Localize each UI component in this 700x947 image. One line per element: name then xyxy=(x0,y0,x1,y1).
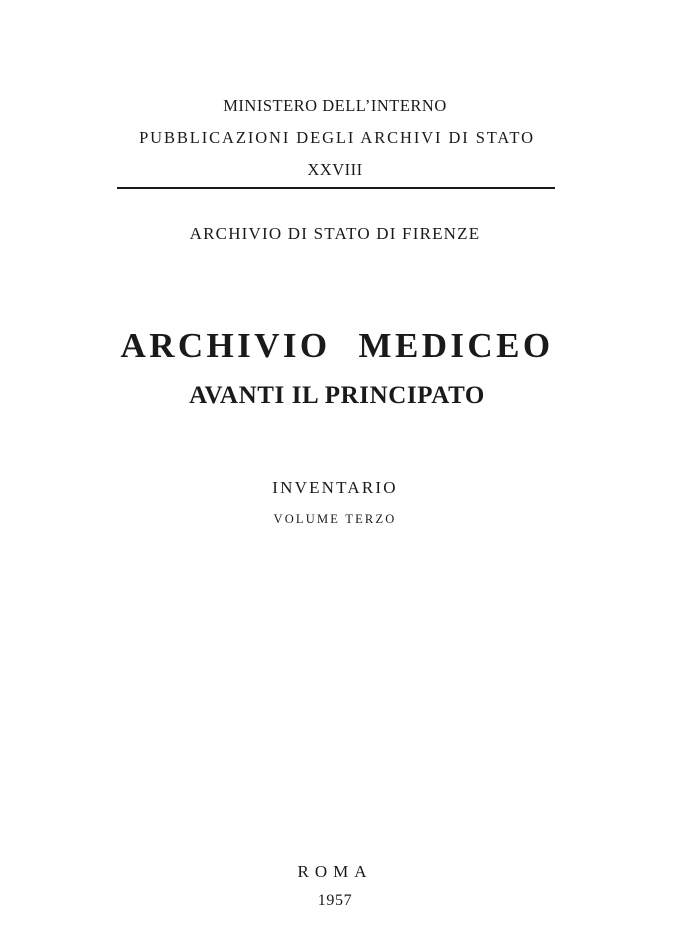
series-number: XXVIII xyxy=(307,160,363,179)
title-main xyxy=(117,326,557,366)
imprint-year: 1957 xyxy=(317,892,353,909)
title-word-1: ARCHIVIO xyxy=(120,326,331,365)
work-type: INVENTARIO xyxy=(272,478,398,497)
imprint-city: ROMA xyxy=(297,862,373,881)
volume-label: VOLUME TERZO xyxy=(273,512,397,526)
series-heading: PUBBLICAZIONI DEGLI ARCHIVI DI STATO xyxy=(139,128,535,147)
ministry-heading: MINISTERO DELL’INTERNO xyxy=(223,96,447,115)
header-rule xyxy=(117,187,555,189)
archive-name: ARCHIVIO DI STATO DI FIRENZE xyxy=(189,224,481,243)
title-subtitle: AVANTI IL PRINCIPATO xyxy=(189,382,485,409)
title-word-2: MEDICEO xyxy=(358,326,554,365)
